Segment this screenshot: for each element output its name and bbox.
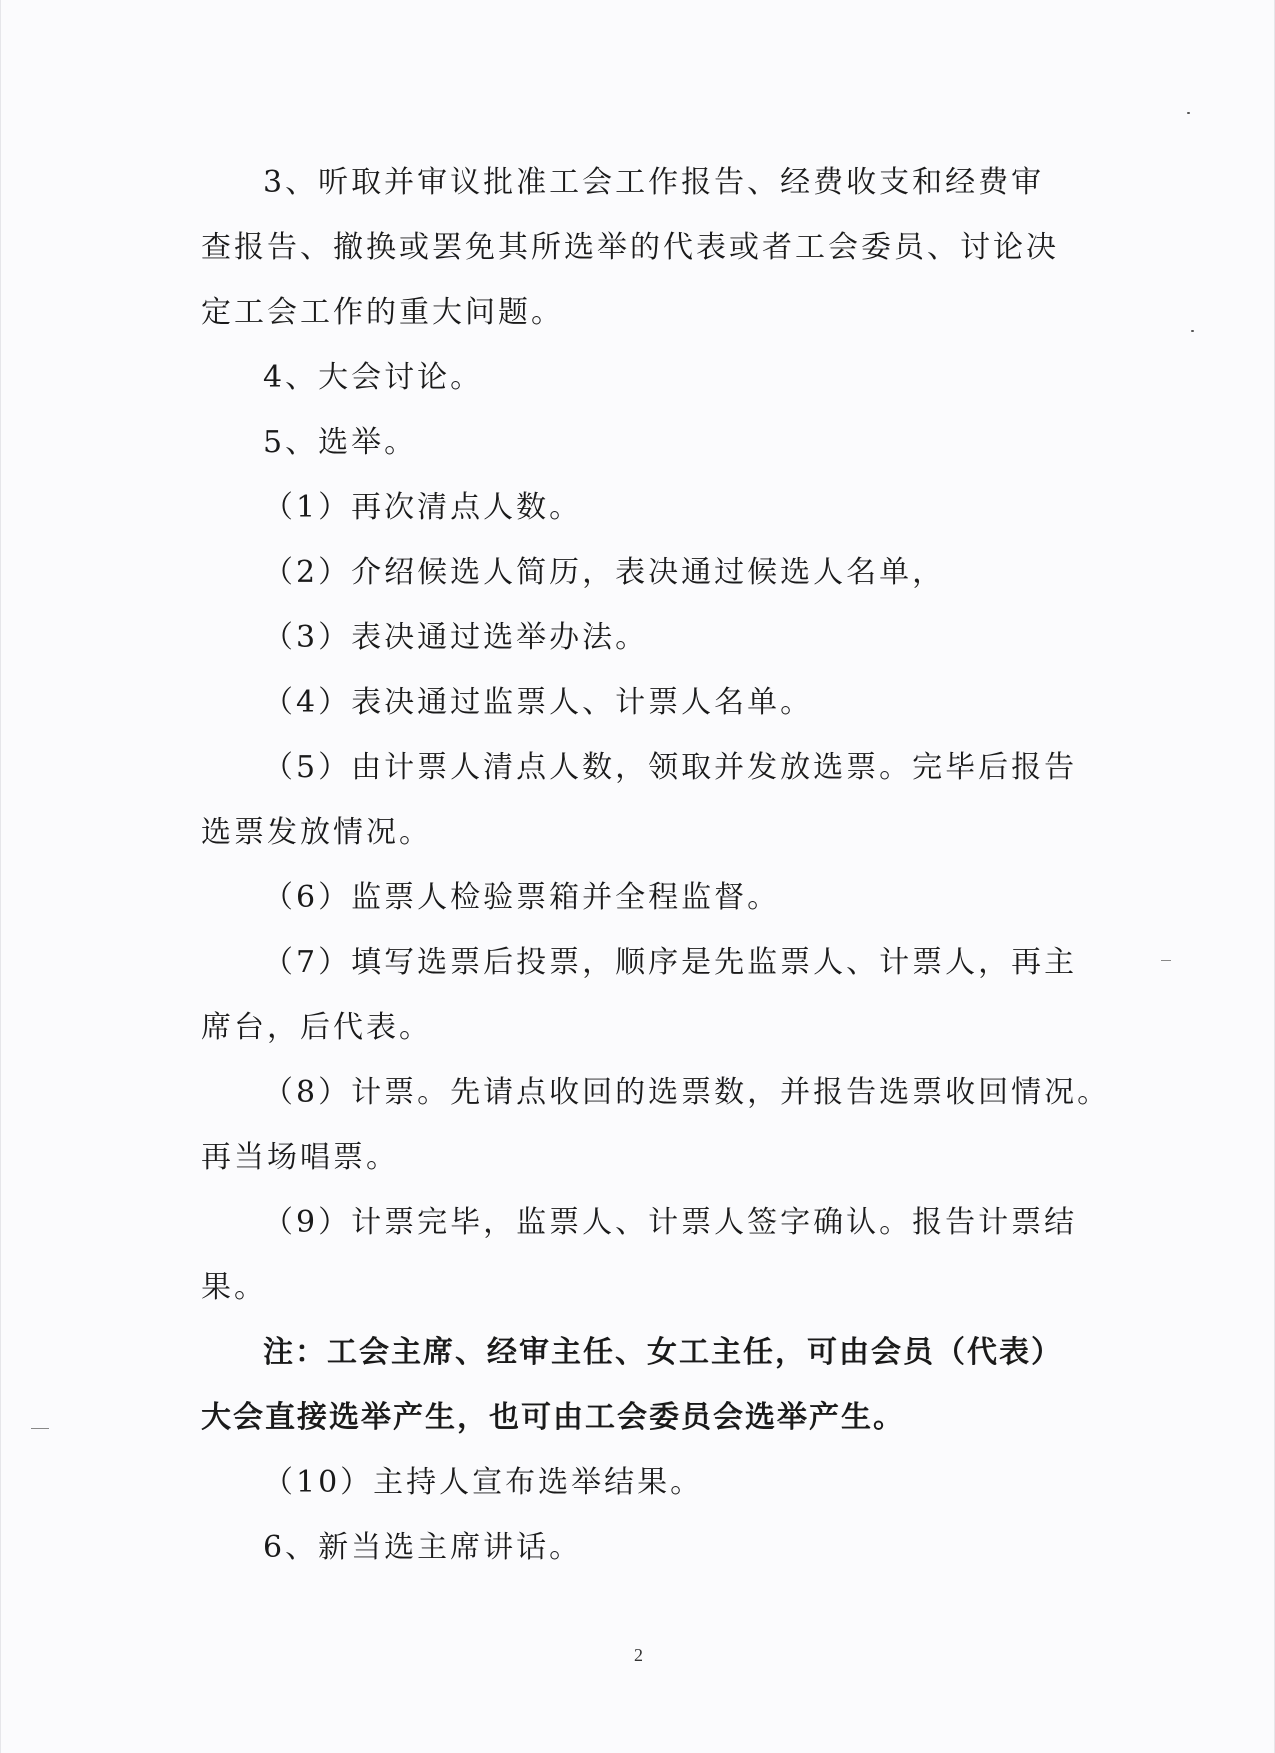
list-item: （2）介绍候选人简历，表决通过候选人名单， [263,555,946,590]
list-item: （4）表决通过监票人、计票人名单。 [263,685,814,720]
list-item: （9）计票完毕，监票人、计票人签字确认。报告计票结 [263,1205,1078,1240]
paragraph-line: 定工会工作的重大问题。 [201,295,564,330]
list-item: （8）计票。先请点收回的选票数，并报告选票收回情况。 [263,1075,1111,1110]
list-item: （10）主持人宣布选举结果。 [263,1465,704,1500]
note-line: 注：工会主席、经审主任、女工主任，可由会员（代表） [263,1335,1063,1370]
list-item: （1）再次清点人数。 [263,490,583,525]
list-item: （7）填写选票后投票，顺序是先监票人、计票人，再主 [263,945,1078,980]
document-body [201,150,1111,1580]
paragraph-line: 席台，后代表。 [201,1010,432,1045]
paragraph-line: 3、听取并审议批准工会工作报告、经费收支和经费审 [263,165,1045,200]
paragraph-line: 选票发放情况。 [201,815,432,850]
list-item: （6）监票人检验票箱并全程监督。 [263,880,781,915]
page-number: 2 [634,1645,643,1665]
paragraph-line: 4、大会讨论。 [263,360,484,395]
scan-speck [1187,112,1190,114]
note-line: 大会直接选举产生，也可由工会委员会选举产生。 [201,1400,905,1435]
paragraph-line: 5、选举。 [263,425,418,460]
paragraph-line: 再当场唱票。 [201,1140,399,1175]
scan-mark [31,1428,49,1429]
paragraph-line: 查报告、撤换或罢免其所选举的代表或者工会委员、讨论决 [201,230,1059,265]
paragraph-line: 果。 [201,1270,267,1305]
list-item: （5）由计票人清点人数，领取并发放选票。完毕后报告 [263,750,1078,785]
scan-mark [1161,960,1171,961]
list-item: （3）表决通过选举办法。 [263,620,649,655]
scan-speck [1191,330,1194,332]
paragraph-line: 6、新当选主席讲话。 [263,1530,583,1565]
